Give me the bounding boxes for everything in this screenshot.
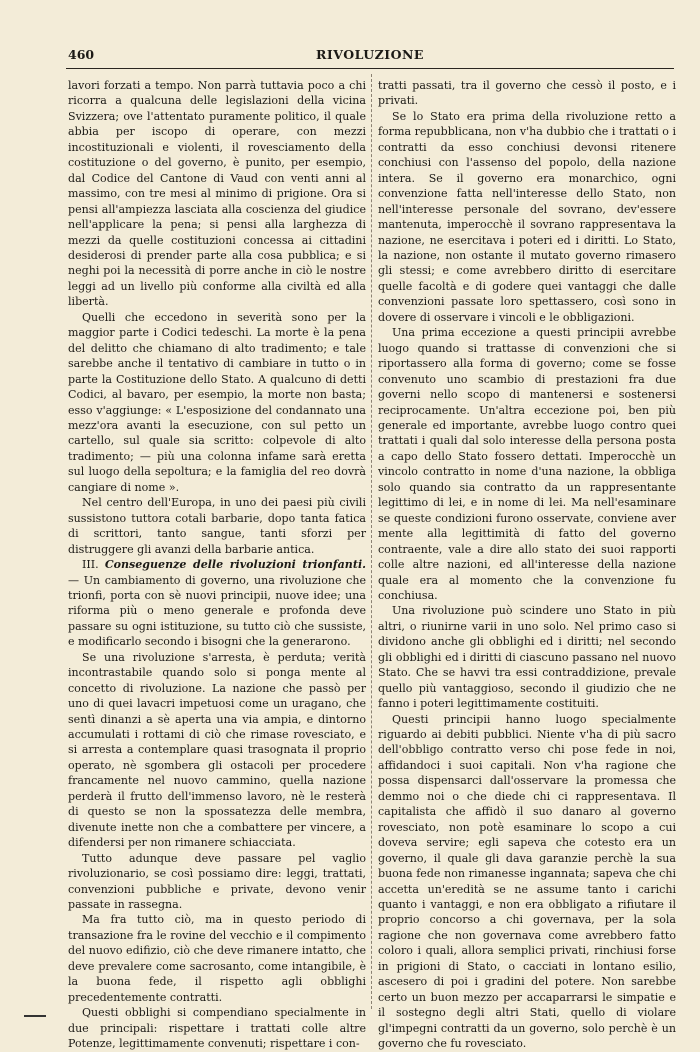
page-header [68,47,672,67]
left-column [68,78,366,1051]
running-title: RIVOLUZIONE [316,47,424,62]
paragraph: Quelli che eccedono in severità sono per la maggior parte i Codici tedeschi. La morte è la pena del delitto che chiamano di alto tradimento; e tale sarebbe anche il tentativo di cambiare in tutto o in parte la Costituzione dello Stato. A qualcuno di detti Codici, al bavaro, per esempio, la morte non basta; esso v'aggiunge: « L'esposizione del condannato una mezz'ora avanti la esecuzione, con sul petto un cartello, sul quale sia scritto: colpevole di alto tradimento; — più una colonna infame sarà eretta sul luogo della sepoltura; e la famiglia del reo dovrà cangiare di nome ». [68,310,366,494]
paragraph: Questi principii hanno luogo specialmente riguardo ai debiti pubblici. Niente v'ha di più sacro dell'obbligo contratto verso chi pose fede in noi, affidandoci i suoi capitali. Non v'ha ragione che possa dispensarci dall'osservare la promessa che demmo noi o che diede chi ci rappresentava. Il capitalista che affidò il suo danaro al governo rovesciato, non potè esaminare lo scopo a cui doveva servire; egli sapeva che cotesto era un governo, il quale gli dava garanzie perchè la sua buona fede non rimanesse ingannata; sapeva che chi accetta un'eredità se ne assume tanto i carichi quanto i vantaggi, e non era obbligato a rifiutare il proprio concorso a chi governava, per la sola ragione che non governava come avrebbero fatto coloro i quali, allora semplici privati, rinchiusi forse in prigioni di Stato, o cacciati in lontano esilio, ascesero di poi i gradini del potere. Non sarebbe certo un buon mezzo per accaparrarsi le simpatie e il sostegno degli altri Stati, quello di violare gl'impegni contratti da un governo, solo perchè è un governo che fu rovesciato. [378,712,676,1051]
right-column [378,78,676,1051]
header-rule [66,68,674,69]
paragraph: Ma fra tutto ciò, ma in questo periodo di transazione fra le rovine del vecchio e il compimento del nuovo edifizio, ciò che deve rimanere intatto, che deve prevalere come sacrosanto, come intangibile, è la buona fede, il rispetto agli obblighi precedentemente contratti. [68,913,366,1004]
paragraph: Una rivoluzione può scindere uno Stato in più altri, o riunirne varii in uno solo. Nel primo caso si dividono anche gli obblighi ed i diritti; nel secondo gli obblighi ed i diritti di ciascuno passano nel nuovo Stato. Che se havvi tra essi contraddizione, prevale quello più vantaggioso, secondo il giudizio che ne fanno i poteri legittimamente costituiti. [378,604,676,711]
paragraph: Questi obblighi si compendiano specialmente in due principali: rispettare i trattati colle altre Potenze, legittimamente convenuti; rispettare i con- [68,1006,366,1051]
section-body: — Un cambiamento di governo, una rivoluzione che trionfi, porta con sè nuovi principii, nuove idee; una riforma più o meno generale e profonda deve passare su ogni istituzione, su tutto ciò che sussiste, e modificarlo secondo i bisogni che la generarono. [68,573,366,649]
paragraph: tratti passati, tra il governo che cessò il posto, e i privati. [378,79,676,108]
page-number: 460 [68,47,95,62]
paragraph: lavori forzati a tempo. Non parrà tuttavia poco a chi ricorra a qualcuna delle legislazioni della vicina Svizzera; ove l'attentato puramente politico, il quale abbia per iscopo di operare, con mezzi incostituzionali e violenti, il rovesciamento della costituzione o del governo, è punito, per esempio, dal Codice del Cantone di Vaud con venti anni al massimo, con tre mesi al minimo di prigione. Ora si pensi all'ampiezza lasciata alla coscienza del giudice nell'applicare la pena; si pensi alla larghezza di mezzi da quelle costituzioni concessa ai cittadini desiderosi di prender parte alla cosa pubblica; e si neghi poi la necessità di porre anche in ciò le nostre leggi ad un livello più conforme alla civiltà ed alla libertà. [68,79,366,309]
section-paragraph [68,557,366,650]
paragraph: Tutto adunque deve passare pel vaglio rivoluzionario, se così possiamo dire: leggi, trattati, convenzioni pubbliche e private, devono venir passate in rassegna. [68,851,366,912]
section-number: III. [82,558,99,572]
paragraph: Nel centro dell'Europa, in uno dei paesi più civili sussistono tuttora cotali barbarie, dopo tanta fatica di scrittori, tanto sangue, tanti sforzi per distruggere gli avanzi della barbarie antica. [68,496,366,556]
margin-mark [24,1015,46,1017]
paragraph: Se lo Stato era prima della rivoluzione retto a forma repubblicana, non v'ha dubbio che i trattati o i contratti da esso conchiusi devonsi ritenere conchiusi con l'assenso del popolo, della nazione intera. Se il governo era monarchico, ogni convenzione fatta nell'interesse dello Stato, non nell'interesse personale del sovrano, dev'essere mantenuta, imperocchè il sovrano rappresentava la nazione, ne esercitava i poteri ed i diritti. Lo Stato, la nazione, non ostante il mutato governo rimasero gli stessi; e come avrebbero diritto di esercitare quelle facoltà e di godere quei vantaggi che dalle convenzioni passate loro spettassero, così sono in dovere di osservare i vincoli e le obbligazioni. [378,109,676,324]
paragraph: Se una rivoluzione s'arresta, è perduta; verità incontrastabile quando solo si ponga mente al concetto di rivoluzione. La nazione che passò per uno di quei lavacri impetuosi come un uragano, che sentì dinanzi a sè aperta una via ampia, e dintorno accumulati i rottami di ciò che rimase rovesciato, e si arresta a contemplare quasi trasognata il proprio operato, nè sgombera gli ostacoli per procedere francamente nel nuovo cammino, quella nazione perderà il frutto dell'immenso lavoro, nè le resterà di questo se non la spossatezza delle membra, divenute inette non che a combattere per vincere, a difendersi per non rimanere schiacciata. [68,650,366,850]
section-title: Conseguenze delle rivoluzioni trionfanti. [104,558,366,572]
paragraph: Una prima eccezione a questi principii avrebbe luogo quando si trattasse di convenzioni che si riportassero alla forma di governo; come se fosse convenuto uno scambio di prestazioni fra due governi nello scopo di mantenersi e sostenersi reciprocamente. Un'altra eccezione poi, ben più generale ed importante, avrebbe luogo contro quei trattati i quali dal solo interesse della persona posta a capo dello Stato fossero dettati. Imperocchè un vincolo contratto in nome d'una nazione, la obbliga solo quando sia contratto da un rappresentante legittimo di lei, e in nome di lei. Ma nell'esaminare se queste condizioni furono osservate, conviene aver mente alla legittimità di fatto del governo contraente, vale a dire allo stato dei suoi rapporti colle altre nazioni, ed all'interesse della nazione quale era al momento che la convenzione fu conchiusa. [378,326,676,602]
column-divider [371,74,372,1009]
